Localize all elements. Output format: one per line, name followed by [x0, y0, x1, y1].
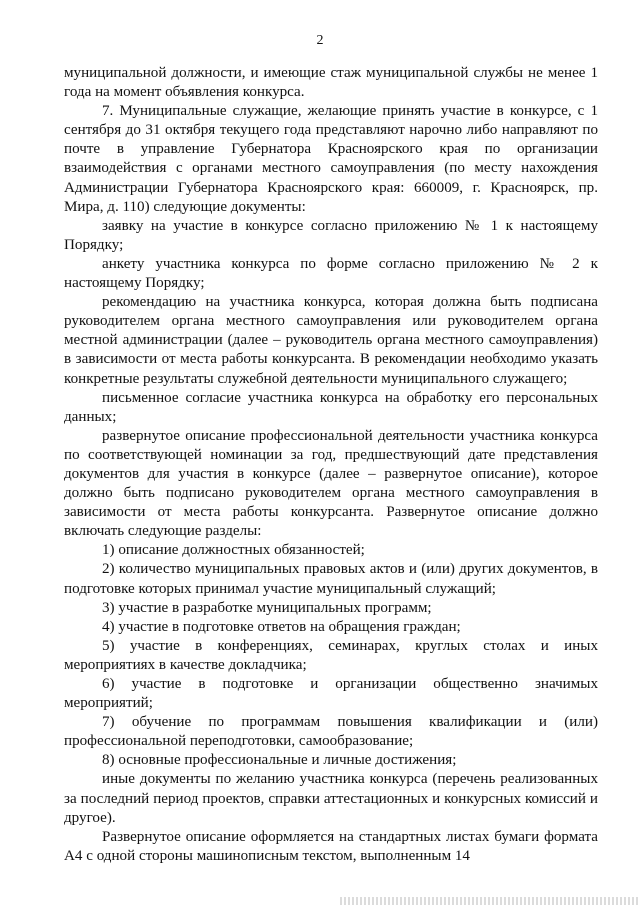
- paragraph-other-documents: иные документы по желанию участника конкурса (перечень реализованных за последний период проектов, справки аттестационных и конкурсных комиссий и другое).: [64, 771, 598, 826]
- paragraph-formatting: Развернутое описание оформляется на стандартных листах бумаги формата А4 с одной стороны машинописным текстом, выполненным 14: [64, 828, 598, 864]
- paragraph-continuation: муниципальной должности, и имеющие стаж муниципальной службы не менее 1 года на момент объявления конкурса.: [64, 65, 598, 101]
- paragraph-section-7: 7) обучение по программам повышения квалификации и (или) профессиональной переподготовки, самообразование;: [64, 714, 598, 750]
- paragraph-application: заявку на участие в конкурсе согласно приложению № 1 к настоящему Порядку;: [64, 217, 598, 253]
- paragraph-section-2: 2) количество муниципальных правовых актов и (или) других документов, в подготовке которых принимал участие муниципальный служащий;: [64, 561, 598, 597]
- page-number: 2: [316, 33, 324, 48]
- paragraph-detailed-description: развернутое описание профессиональной деятельности участника конкурса по соответствующей номинации за год, предшествующий дате представления документов для участия в конкурсе (далее – развернутое описание), которое должно быть подписано руководителем органа местного самоуправления в зависимости от места работы конкурсанта. Развернутое описание должно включать следующие разделы:: [64, 427, 598, 540]
- paragraph-section-5: 5) участие в конференциях, семинарах, круглых столах и иных мероприятиях в качестве докладчика;: [64, 637, 598, 673]
- document-body: [64, 64, 598, 866]
- paragraph-item-7: 7. Муниципальные служащие, желающие принять участие в конкурсе, с 1 сентября до 31 октября текущего года представляют нарочно либо направляют по почте в управление Губернатора Красноярского края по организации взаимодействия с органами местного самоуправления (по месту нахождения Администрации Губернатора Красноярского края: 660009, г. Красноярск, пр. Мира, д. 110) следующие документы:: [64, 103, 598, 215]
- scan-edge-mark: [340, 897, 640, 905]
- paragraph-section-3: 3) участие в разработке муниципальных программ;: [102, 599, 432, 616]
- paragraph-questionnaire: анкету участника конкурса по форме согласно приложению № 2 к настоящему Порядку;: [64, 255, 598, 292]
- paragraph-consent: письменное согласие участника конкурса на обработку его персональных данных;: [64, 389, 598, 425]
- paragraph-section-8: 8) основные профессиональные и личные достижения;: [102, 752, 457, 769]
- paragraph-section-4: 4) участие в подготовке ответов на обращения граждан;: [102, 618, 461, 635]
- paragraph-section-1: 1) описание должностных обязанностей;: [102, 542, 365, 559]
- paragraph-section-6: 6) участие в подготовке и организации общественно значимых мероприятий;: [64, 676, 598, 712]
- paragraph-recommendation: рекомендацию на участника конкурса, которая должна быть подписана руководителем органа местного самоуправления или руководителем органа местной администрации (далее – руководитель органа местного самоуправления) в зависимости от места работы конкурсанта. В рекомендации необходимо указать конкретные результаты служебной деятельности муниципального служащего;: [64, 294, 598, 387]
